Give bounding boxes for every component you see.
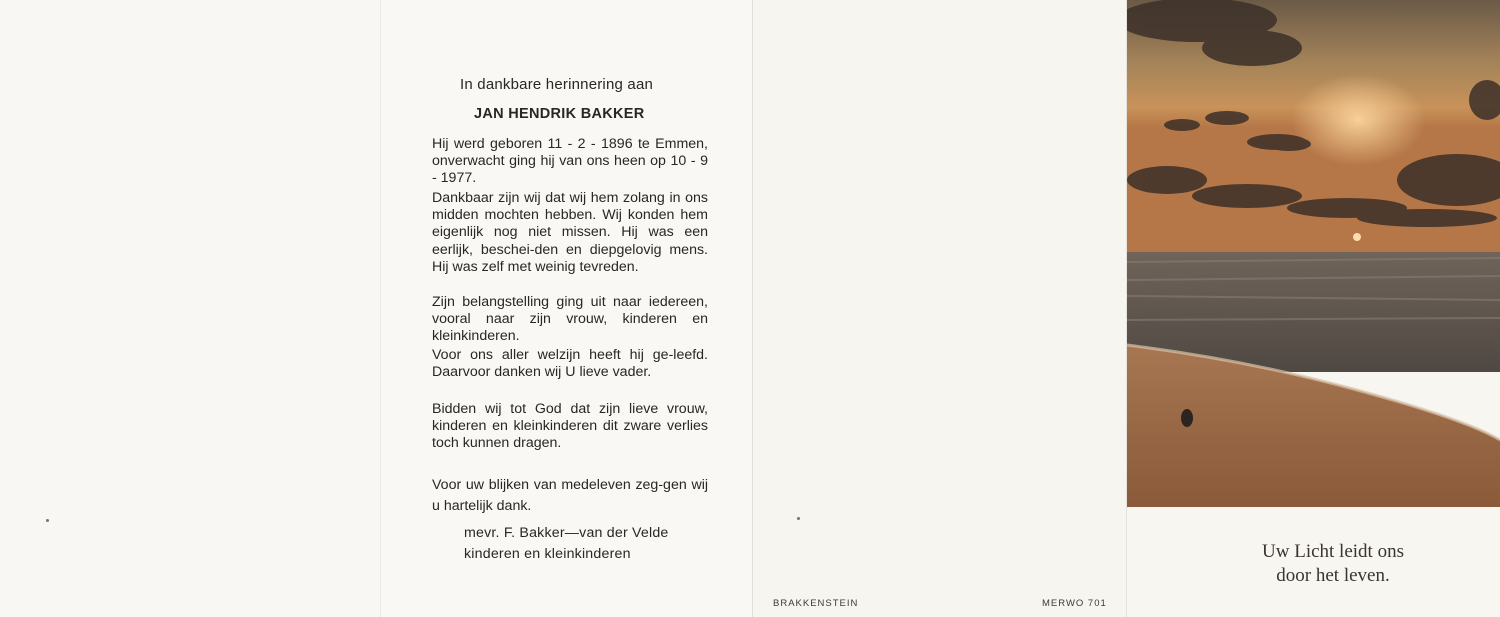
memorial-paragraph: Zijn belangstelling ging uit naar iedereen, vooral naar zijn vrouw, kinderen en kleinkinderen. (432, 294, 708, 345)
paper-speck (797, 517, 800, 520)
memorial-heading: In dankbare herinnering aan (460, 76, 654, 93)
sunset-sea-photo (1127, 0, 1500, 507)
memorial-paragraph: Voor ons aller welzijn heeft hij ge-leefd. Daarvoor danken wij U lieve vader. (432, 347, 708, 381)
publisher-imprint: BRAKKENSTEIN (773, 598, 859, 609)
card-inner-panel (752, 0, 1127, 617)
caption-line: Uw Licht leidt ons (1262, 541, 1404, 562)
memorial-paragraph: Bidden wij tot God dat zijn lieve vrouw, kinderen en kleinkinderen dit zware verlies toch kunnen dragen. (432, 401, 708, 452)
memorial-paragraph: Hij werd geboren 11 - 2 - 1896 te Emmen, onverwacht ging hij van ons heen op 10 - 9 - 1977. (432, 136, 708, 187)
thanks-paragraph: Voor uw blijken van medeleven zeg-gen wij u hartelijk dank. (432, 477, 708, 514)
signature-line: mevr. F. Bakker—van der Velde (464, 525, 669, 541)
caption-line: door het leven. (1276, 565, 1390, 586)
memorial-paragraph: Dankbaar zijn wij dat wij hem zolang in ons midden mochten hebben. Wij konden hem eigenlijk nog niet missen. Hij was een eerlijk, beschei-den en diepgelovig mens. Hij was zelf met weinig tevreden. (432, 190, 708, 275)
card-caption (1188, 540, 1478, 588)
signature-line: kinderen en kleinkinderen (464, 546, 631, 562)
deceased-name: JAN HENDRIK BAKKER (474, 106, 645, 122)
paper-speck (46, 519, 49, 522)
card-back-panel (0, 0, 380, 617)
product-code: MERWO 701 (1042, 598, 1107, 609)
